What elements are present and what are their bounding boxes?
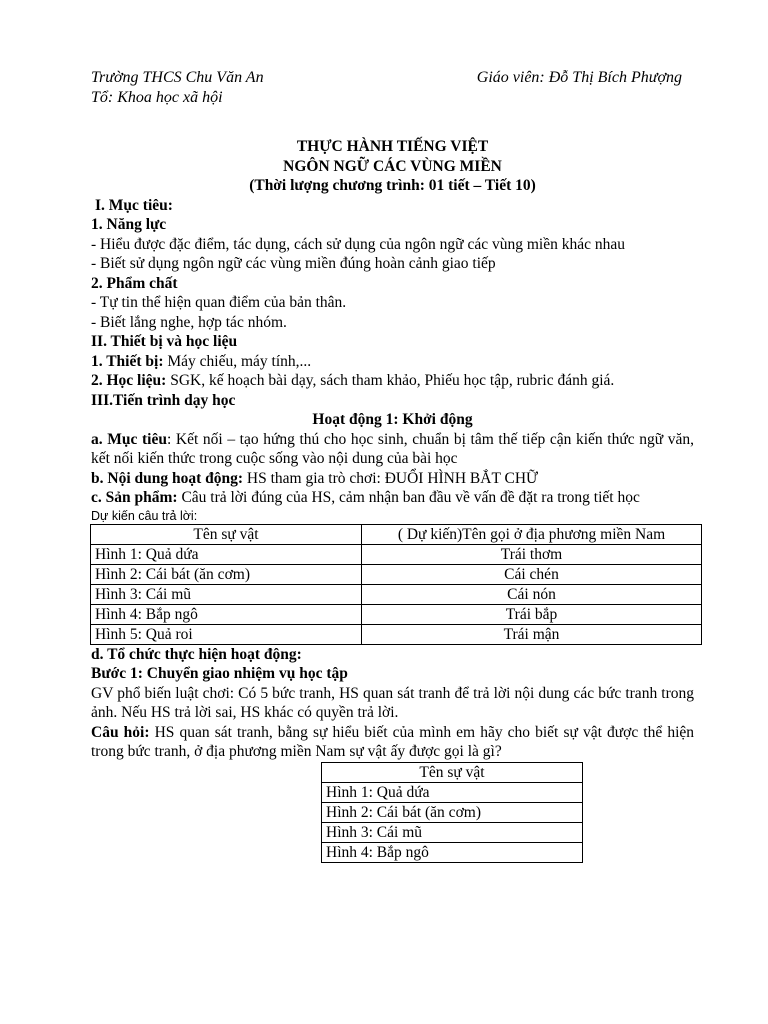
section-3-heading: III.Tiến trình dạy học xyxy=(91,391,236,409)
label: 1. Thiết bị: xyxy=(91,352,164,370)
table-row xyxy=(91,544,702,564)
column-header: ( Dự kiến)Tên gọi ở địa phương miền Nam xyxy=(362,524,702,544)
title-line-1: THỰC HÀNH TIẾNG VIỆT xyxy=(296,138,489,155)
text: SGK, kế hoạch bài dạy, sách tham khảo, Phiếu học tập, rubric đánh giá. xyxy=(166,372,615,389)
table-row xyxy=(91,624,702,644)
table-row xyxy=(91,564,702,584)
activity-heading: Hoạt động 1: Khởi động xyxy=(312,411,473,428)
table-cell: Hình 1: Quả dứa xyxy=(91,544,362,564)
table-cell: Hình 2: Cái bát (ăn cơm) xyxy=(91,564,362,584)
paragraph-product xyxy=(91,488,694,508)
title-block xyxy=(91,137,694,196)
subsection-nang-luc: 1. Năng lực xyxy=(91,216,167,233)
table-cell: Trái mận xyxy=(362,624,702,644)
paragraph-rules: GV phổ biến luật chơi: Có 5 bức tranh, HS quan sát tranh để trả lời nội dung các bức tranh trong ảnh. Nếu HS trả lời sai, HS khác có quyền trả lời. xyxy=(91,684,694,721)
text: Máy chiếu, máy tính,... xyxy=(163,352,312,370)
table-cell: Hình 4: Bắp ngô xyxy=(91,604,362,624)
paragraph: - Tự tin thể hiện quan điểm của bản thân. xyxy=(91,294,347,311)
table-row xyxy=(91,604,702,624)
section-d-heading: d. Tổ chức thực hiện hoạt động: xyxy=(91,645,302,663)
table-cell: Cái nón xyxy=(362,584,702,604)
step-1-heading: Bước 1: Chuyển giao nhiệm vụ học tập xyxy=(91,665,348,682)
table-row xyxy=(322,782,583,802)
subsection-pham-chat: 2. Phẩm chất xyxy=(91,274,178,292)
text: HS tham gia trò chơi: ĐUỔI HÌNH BẮT CHỮ xyxy=(243,469,539,487)
paragraph: - Hiểu được đặc điểm, tác dụng, cách sử dụng của ngôn ngữ các vùng miền khác nhau xyxy=(91,235,625,253)
label: a. Mục tiêu xyxy=(91,430,167,448)
column-header: Tên sự vật xyxy=(91,524,362,544)
label: c. Sản phẩm: xyxy=(91,489,178,506)
answer-table xyxy=(90,524,702,645)
paragraph-objective xyxy=(91,430,694,469)
paragraph-content xyxy=(91,469,694,489)
title-line-3: (Thời lượng chương trình: 01 tiết – Tiết 10) xyxy=(249,177,536,194)
table-cell: Hình 5: Quả roi xyxy=(91,624,362,644)
teacher-name: Giáo viên: Đỗ Thị Bích Phượng xyxy=(476,69,682,86)
document-page xyxy=(91,68,694,863)
group-name: Tổ: Khoa học xã hội xyxy=(91,88,223,106)
table-cell: Trái thơm xyxy=(362,544,702,564)
paragraph-materials xyxy=(91,371,694,391)
paragraph-question xyxy=(91,723,694,762)
table-cell: Hình 1: Quả dứa xyxy=(322,782,583,802)
label: 2. Học liệu: xyxy=(91,372,167,389)
school-name: Trường THCS Chu Văn An xyxy=(91,69,264,86)
table-row xyxy=(322,842,583,862)
table-row xyxy=(322,822,583,842)
object-table xyxy=(321,762,583,863)
table-row xyxy=(322,802,583,822)
paragraph: - Biết sử dụng ngôn ngữ các vùng miền đúng hoàn cảnh giao tiếp xyxy=(91,255,496,272)
table-header-row xyxy=(91,524,702,544)
text: Câu trả lời đúng của HS, cảm nhận ban đầu về vấn đề đặt ra trong tiết học xyxy=(177,489,640,506)
table-cell: Trái bắp xyxy=(362,604,702,624)
section-1-heading: I. Mục tiêu: xyxy=(95,196,173,214)
label: Câu hỏi: xyxy=(91,723,150,741)
table-row xyxy=(91,584,702,604)
table-cell: Hình 2: Cái bát (ăn cơm) xyxy=(322,802,583,822)
paragraph: - Biết lắng nghe, hợp tác nhóm. xyxy=(91,313,287,331)
section-2-heading: II. Thiết bị và học liệu xyxy=(91,333,238,350)
table-cell: Hình 3: Cái mũ xyxy=(322,822,583,842)
expected-answer-label: Dự kiến câu trả lời: xyxy=(91,508,198,523)
table-cell: Hình 4: Bắp ngô xyxy=(322,842,583,862)
document-header xyxy=(91,68,694,88)
text: : Kết nối – tạo hứng thú cho học sinh, chuẩn bị tâm thế tiếp cận kiến thức ngữ văn, kết nối kiến thức trong cuộc sống vào nội dung của bài học xyxy=(91,430,694,467)
label: b. Nội dung hoạt động: xyxy=(91,469,244,487)
title-line-2: NGÔN NGỮ CÁC VÙNG MIỀN xyxy=(283,157,502,175)
column-header: Tên sự vật xyxy=(322,762,583,782)
table-cell: Cái chén xyxy=(362,564,702,584)
table-cell: Hình 3: Cái mũ xyxy=(91,584,362,604)
table-header-row xyxy=(322,762,583,782)
text: HS quan sát tranh, bằng sự hiểu biết của mình em hãy cho biết sự vật được thể hiện trong bức tranh, ở địa phương miền Nam sự vật ấy được gọi là gì? xyxy=(91,723,695,760)
paragraph-equipment xyxy=(91,352,694,372)
